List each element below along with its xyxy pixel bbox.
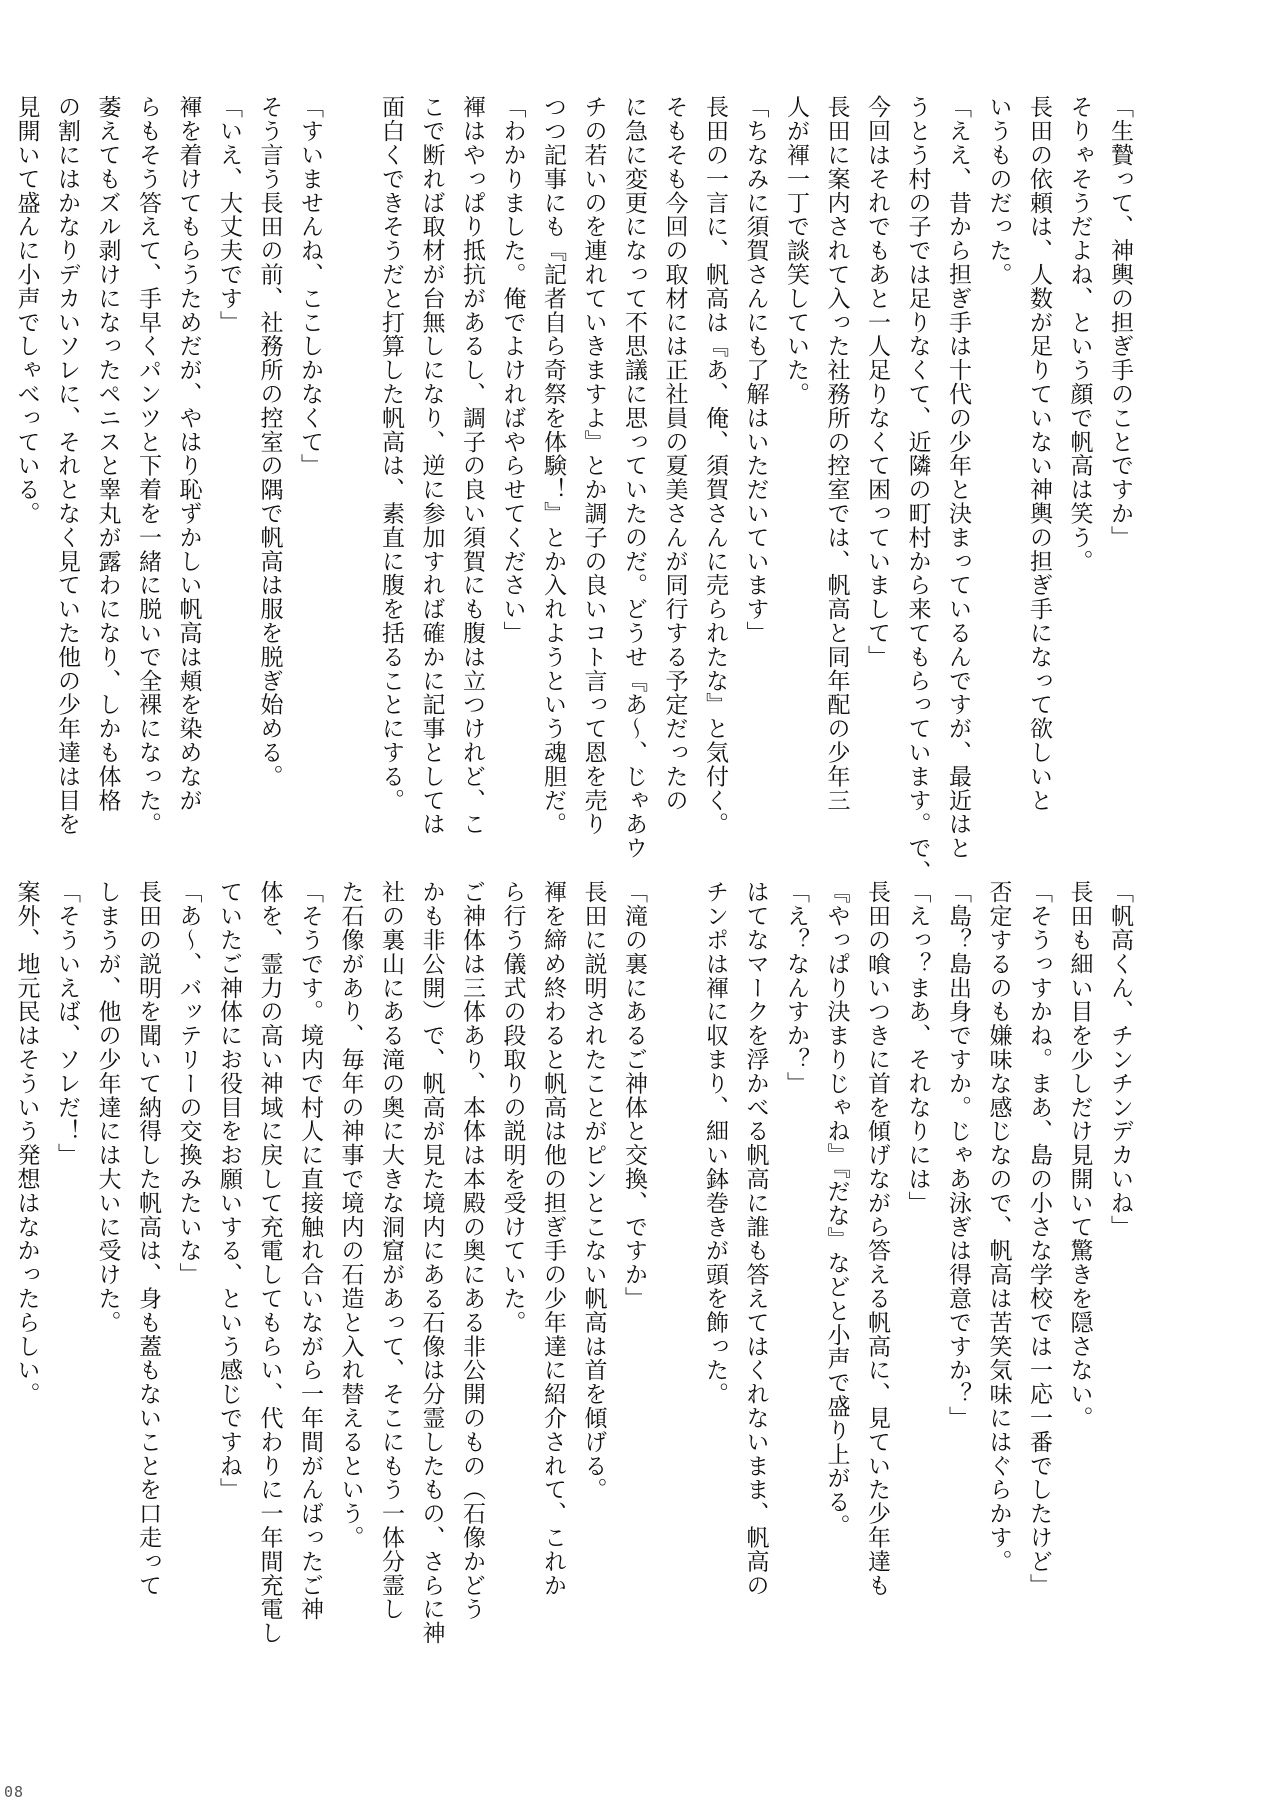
text-line: の割にはかなりデカいソレに、それとなく見ていた他の少年達は目を [54, 95, 80, 836]
text-line: そりゃそうだよね、という顔で帆高は笑う。 [1066, 95, 1093, 573]
text-line: 長田も細い目を少しだけ見開いて驚きを隠さない。 [1066, 880, 1093, 1430]
text-line: に急に変更になって不思議に思っていたのだ。どうせ『あ〜、じゃあウ [621, 95, 647, 860]
text-line: 見開いて盛んに小声でしゃべっている。 [13, 95, 40, 526]
text-line: 「わかりました。俺でよければやらせてください」 [499, 95, 526, 645]
text-lines-bottom [13, 880, 1140, 1670]
text-line: 社の裏山にある滝の奥に大きな洞窟があって、そこにもう一体分霊し [378, 880, 404, 1621]
text-line: 面白くできそうだと打算した帆高は、素直に腹を括ることにする。 [378, 95, 404, 812]
text-line: 褌を締め終わると帆高は他の担ぎ手の少年達に紹介されて、これか [540, 880, 566, 1597]
text-line: ていたご神体にお役目をお願いする、という感じですね」 [216, 880, 242, 1502]
text-line: 「滝の裏にあるご神体と交換、ですか」 [621, 880, 647, 1311]
text-line: 長田の一言に、帆高は『あ、俺、須賀さんに売られたな』と気付く。 [702, 95, 728, 836]
text-line: 「ええ、昔から担ぎ手は十代の少年と決まっているんですが、最近はと [945, 95, 971, 860]
blank-line [330, 95, 371, 885]
text-line: 「ちなみに須賀さんにも了解はいただいています」 [742, 95, 769, 645]
text-line: いうものだった。 [985, 95, 1012, 287]
text-line: 「すいませんね、ここしかなくて」 [297, 95, 323, 478]
text-line: 長田の依頼は、人数が足りていない神輿の担ぎ手になって欲しいと [1026, 95, 1052, 812]
text-line: 「生贄って、神輿の担ぎ手のことですか」 [1107, 95, 1133, 550]
text-line: はてなマークを浮かべる帆高に誰も答えてはくれないまま、帆高の [742, 880, 769, 1597]
text-line: 案外、地元民はそういう発想はなかったらしい。 [13, 880, 40, 1406]
text-line: 長田の説明を聞いて納得した帆高は、身も蓋もないことを口走って [135, 880, 161, 1597]
text-line: チンポは褌に収まり、細い鉢巻きが頭を飾った。 [702, 880, 728, 1406]
text-line: 褌はやっぱり抵抗があるし、調子の良い須賀にも腹は立つけれど、こ [459, 95, 485, 836]
text-lines-top [13, 95, 1140, 885]
text-line: 「帆高くん、チンチンデカいね」 [1107, 880, 1133, 1239]
text-line: 「そういえば、ソレだ！」 [54, 880, 80, 1167]
text-line: らもそう答えて、手早くパンツと下着を一緒に脱いで全裸になった。 [135, 95, 161, 836]
text-line: 長田に説明されたことがピンとこない帆高は首を傾げる。 [580, 880, 607, 1502]
text-line: そう言う長田の前、社務所の控室の隅で帆高は服を脱ぎ始める。 [256, 95, 283, 789]
text-line: かも非公開）で、帆高が見た境内にある石像は分霊したもの、さらに神 [418, 880, 445, 1645]
text-line: 長田の喰いつきに首を傾げながら答える帆高に、見ていた少年達も [864, 880, 890, 1597]
text-line: 褌を着けてもらうためだが、やはり恥ずかしい帆高は頬を染めなが [175, 95, 202, 812]
text-line: 今回はそれでもあと一人足りなくて困っていまして」 [864, 95, 890, 669]
text-line: 否定するのも嫌味な感じなので、帆高は苦笑気味にはぐらかす。 [985, 880, 1012, 1574]
text-line: た石像があり、毎年の神事で境内の石造と入れ替えるという。 [337, 880, 364, 1550]
text-line: 『やっぱり決まりじゃね』『だな』などと小声で盛り上がる。 [823, 880, 850, 1538]
text-line: 「えっ？まあ、それなりには」 [904, 880, 931, 1215]
text-line: つつ記事にも『記者自ら奇祭を体験！』とか入れようという魂胆だ。 [540, 95, 566, 836]
text-line: ら行う儀式の段取りの説明を受けていた。 [499, 880, 526, 1335]
text-line: 長田に案内されて入った社務所の控室では、帆高と同年配の少年三 [823, 95, 850, 812]
text-column-top [13, 95, 1140, 885]
text-line: 萎えてもズル剥けになったペニスと睾丸が露わになり、しかも体格 [94, 95, 121, 812]
text-line: 「いえ、大丈夫です」 [216, 95, 242, 334]
blank-line [654, 880, 695, 1670]
text-line: 「え？なんすか？」 [783, 880, 809, 1096]
text-line: 「そうです。境内で村人に直接触れ合いながら一年間がんばったご神 [297, 880, 323, 1621]
text-line: そもそも今回の取材には正社員の夏美さんが同行する予定だったの [661, 95, 688, 812]
text-line: ご神体は三体あり、本体は本殿の奥にある非公開のもの（石像かどう [459, 880, 485, 1621]
page-number: 08 [4, 1783, 25, 1801]
text-line: 「島？島出身ですか。じゃあ泳ぎは得意ですか？」 [945, 880, 971, 1430]
text-line: チの若いのを連れていきますよ』とか調子の良いコト言って恩を売り [580, 95, 607, 836]
text-line: しまうが、他の少年達には大いに受けた。 [94, 880, 121, 1335]
text-line: 「あ〜、バッテリーの交換みたいな」 [175, 880, 202, 1287]
text-line: こで断れば取材が台無しになり、逆に参加すれば確かに記事としては [418, 95, 445, 836]
text-line: うとう村の子では足りなくて、近隣の町村から来てもらっています。で、 [904, 95, 931, 884]
text-column-bottom [13, 880, 1140, 1670]
text-line: 体を、霊力の高い神域に戻して充電してもらい、代わりに一年間充電し [256, 880, 283, 1645]
text-line: 人が褌一丁で談笑していた。 [783, 95, 809, 406]
text-line: 「そうっすかね。まあ、島の小さな学校では一応一番でしたけど」 [1026, 880, 1052, 1597]
